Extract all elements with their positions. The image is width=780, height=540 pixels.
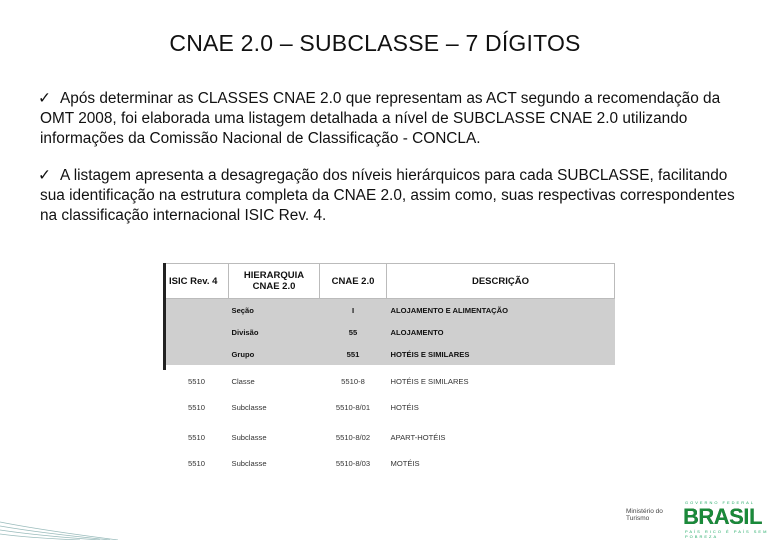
- header-cnae: CNAE 2.0: [320, 264, 387, 299]
- cell-nivel: Subclasse: [229, 422, 320, 452]
- cell-isic: 5510: [165, 370, 229, 392]
- cell-cnae: 5510-8: [320, 370, 387, 392]
- cell-isic: [165, 299, 229, 322]
- cell-nivel: Subclasse: [229, 392, 320, 422]
- cell-nivel: Seção: [229, 299, 320, 322]
- table-header-row: [165, 264, 615, 299]
- bullet-paragraph-1: [40, 89, 752, 149]
- cell-cnae: 5510-8/02: [320, 422, 387, 452]
- cell-nivel: Classe: [229, 370, 320, 392]
- brasil-logo-bottom-text: PAÍS RICO É PAÍS SEM POBREZA: [685, 529, 769, 539]
- table-row: [165, 422, 615, 452]
- brasil-logo: [683, 500, 773, 539]
- cell-descricao: APART-HOTÉIS: [387, 422, 615, 452]
- checkmark-icon: ✓: [38, 90, 51, 107]
- table-row: [165, 392, 615, 422]
- cell-nivel: Grupo: [229, 343, 320, 365]
- cell-descricao: HOTÉIS E SIMILARES: [387, 370, 615, 392]
- decorative-corner-lines: [0, 492, 120, 540]
- cell-cnae: 5510-8/03: [320, 452, 387, 474]
- table-row: [165, 452, 615, 474]
- table-row: [165, 370, 615, 392]
- cell-descricao: ALOJAMENTO: [387, 321, 615, 343]
- cnae-hierarchy-table: [163, 263, 615, 474]
- cell-cnae: 55: [320, 321, 387, 343]
- cell-isic: [165, 321, 229, 343]
- cell-descricao: HOTÉIS: [387, 392, 615, 422]
- bullet-text-1: Após determinar as CLASSES CNAE 2.0 que representam as ACT segundo a recomendação da OMT 2008, foi elaborada uma listagem detalhada a nível de SUBCLASSE CNAE 2.0 utilizando informações da Comissão Nacional de Classificação - CONCLA.: [40, 90, 721, 147]
- page-title: CNAE 2.0 – SUBCLASSE – 7 DÍGITOS: [169, 30, 581, 56]
- cell-isic: [165, 343, 229, 365]
- checkmark-icon: ✓: [38, 167, 51, 184]
- cell-isic: 5510: [165, 422, 229, 452]
- cell-descricao: ALOJAMENTO E ALIMENTAÇÃO: [387, 299, 615, 322]
- cell-cnae: 551: [320, 343, 387, 365]
- cell-isic: 5510: [165, 452, 229, 474]
- bullet-text-2: A listagem apresenta a desagregação dos níveis hierárquicos para cada SUBCLASSE, facilitando sua identificação na estrutura completa da CNAE 2.0, assim como, suas respectivas correspondentes na classificação internacional ISIC Rev. 4.: [40, 167, 735, 224]
- cell-descricao: MOTÉIS: [387, 452, 615, 474]
- cell-cnae: I: [320, 299, 387, 322]
- cell-descricao: HOTÉIS E SIMILARES: [387, 343, 615, 365]
- cell-isic: 5510: [165, 392, 229, 422]
- bullet-paragraph-2: [40, 166, 752, 226]
- cell-cnae: 5510-8/01: [320, 392, 387, 422]
- table-row: [165, 299, 615, 322]
- table-row: [165, 343, 615, 365]
- header-isic: ISIC Rev. 4: [165, 264, 229, 299]
- cnae-hierarchy-table-image: [163, 263, 615, 498]
- cell-nivel: Divisão: [229, 321, 320, 343]
- brasil-logo-word: BRASIL: [683, 504, 762, 529]
- header-descricao: DESCRIÇÃO: [387, 264, 615, 299]
- brasil-logo-top-text: GOVERNO FEDERAL: [685, 500, 756, 505]
- table-row: [165, 321, 615, 343]
- ministerio-turismo-logo: Ministério do Turismo: [626, 508, 663, 522]
- cell-nivel: Subclasse: [229, 452, 320, 474]
- header-hierarquia: HIERARQUIA CNAE 2.0: [229, 264, 320, 299]
